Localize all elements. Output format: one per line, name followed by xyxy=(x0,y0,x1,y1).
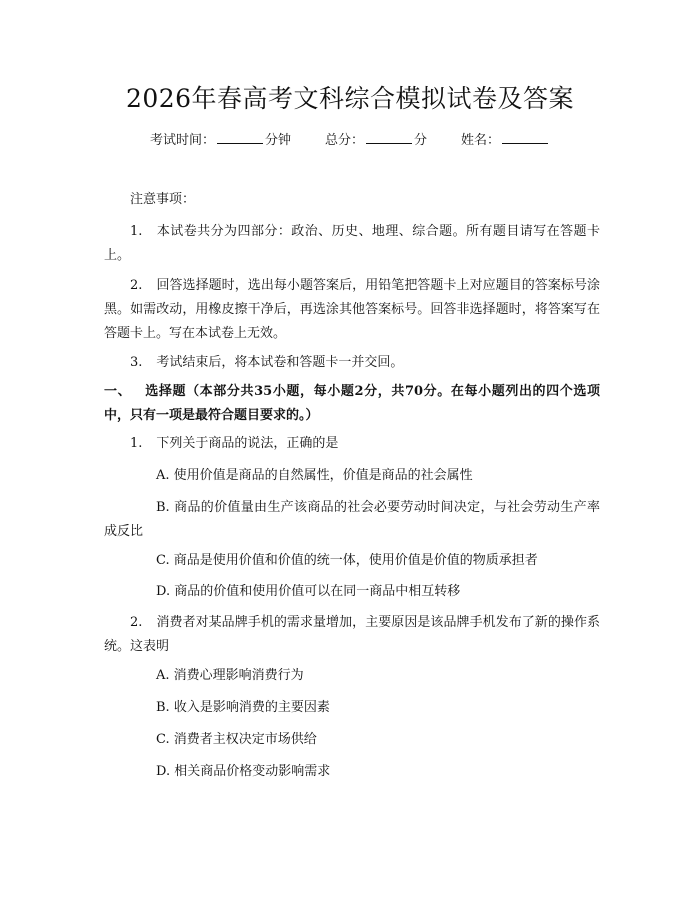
section-title: 选择题（本部分共35小题，每小题2分，共70分。在每小题列出的四个选项中，只有一项是最符合题目要求的。） xyxy=(104,384,600,423)
question-num: 1. xyxy=(130,436,143,451)
exam-info-line xyxy=(0,130,700,151)
notice-item-text: 回答选择题时，选出每小题答案后，用铅笔把答题卡上对应题目的答案标号涂黑。如需改动，用橡皮擦干净后，再选涂其他答案标号。回答非选择题时，将答案写在答题卡上。写在本试卷上无效。 xyxy=(104,278,600,341)
question-1-option-d: D. 商品的价值和使用价值可以在同一商品中相互转移 xyxy=(156,584,461,599)
question-1-option-b: B. 商品的价值量由生产该商品的社会必要劳动时间决定，与社会劳动生产率成反比 xyxy=(104,500,600,539)
question-1-stem xyxy=(104,432,600,456)
question-1-option-c: C. 商品是使用价值和价值的统一体，使用价值是价值的物质承担者 xyxy=(156,553,538,568)
notice-item-num: 1. xyxy=(130,224,143,239)
name-label: 姓名： xyxy=(461,133,501,148)
question-2-option-b: B. 收入是影响消费的主要因素 xyxy=(156,700,330,715)
score-label: 总分： xyxy=(324,133,364,148)
question-1-option-a: A. 使用价值是商品的自然属性，价值是商品的社会属性 xyxy=(156,468,473,483)
notice-item-text: 本试卷共分为四部分：政治、历史、地理、综合题。所有题目请写在答题卡上。 xyxy=(104,224,600,263)
question-2-option-d: D. 相关商品价格变动影响需求 xyxy=(156,764,331,779)
notice-item-num: 3. xyxy=(130,355,143,370)
question-num: 2. xyxy=(130,615,143,630)
question-2-option-a: A. 消费心理影响消费行为 xyxy=(156,668,304,683)
question-2-stem xyxy=(104,611,600,659)
notice-item-1 xyxy=(104,220,600,268)
question-text: 下列关于商品的说法，正确的是 xyxy=(156,436,339,451)
notice-item-text: 考试结束后，将本试卷和答题卡一并交回。 xyxy=(156,355,404,370)
time-blank[interactable] xyxy=(217,130,263,144)
notice-heading: 注意事项： xyxy=(130,192,196,207)
score-unit: 分 xyxy=(414,133,428,148)
time-label: 考试时间： xyxy=(149,133,215,148)
name-blank[interactable] xyxy=(502,130,548,144)
question-text: 消费者对某品牌手机的需求量增加，主要原因是该品牌手机发布了新的操作系统。这表明 xyxy=(104,615,600,654)
section-heading xyxy=(104,380,600,428)
notice-item-2 xyxy=(104,274,600,346)
question-2-option-c: C. 消费者主权决定市场供给 xyxy=(156,732,317,747)
notice-item-num: 2. xyxy=(130,278,143,293)
section-num: 一、 xyxy=(104,384,132,399)
notice-item-3 xyxy=(104,351,600,375)
score-blank[interactable] xyxy=(366,130,412,144)
page-title: 2026年春高考文科综合模拟试卷及答案 xyxy=(125,84,575,113)
time-unit: 分钟 xyxy=(264,133,291,148)
